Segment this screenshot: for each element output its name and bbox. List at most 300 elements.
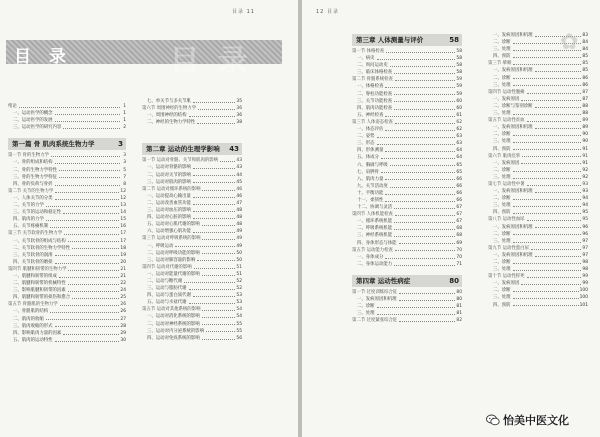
toc-page-number: 20	[120, 259, 126, 265]
toc-page-number: 97	[582, 252, 588, 258]
toc-section	[142, 157, 242, 164]
toc-item	[142, 299, 242, 306]
toc-page-number: 87	[582, 89, 588, 95]
toc-page-number: 30	[120, 337, 126, 343]
toc-page-number: 98	[582, 267, 588, 273]
toc-item	[352, 154, 462, 161]
toc-leader-dots	[399, 296, 456, 301]
toc-item	[488, 96, 588, 103]
toc-leader-dots	[202, 221, 236, 226]
toc-page-number: 99	[582, 281, 588, 287]
toc-page-number: 101	[579, 302, 588, 308]
toc-page-number: 50	[236, 257, 242, 263]
toc-page-number: 43	[229, 145, 239, 154]
toc-item	[8, 117, 126, 124]
toc-item	[8, 195, 126, 202]
toc-entry-title: 第四节 肌腱和韧带的生物力学	[8, 266, 67, 272]
left-toc-column-2	[142, 98, 242, 342]
toc-page-number: 58	[456, 49, 462, 54]
toc-item	[352, 105, 462, 112]
toc-page-number: 18	[120, 245, 126, 251]
toc-item	[352, 204, 462, 211]
toc-entry-title: 一、体态评估	[357, 127, 384, 133]
toc-item	[488, 138, 588, 145]
toc-item	[488, 287, 588, 294]
toc-entry-title: 三、形态	[357, 141, 375, 147]
toc-section	[488, 117, 588, 124]
toc-page-number: 97	[582, 245, 588, 251]
toc-page-number: 68	[456, 233, 462, 239]
toc-page-number: 66	[456, 197, 462, 203]
toc-entry-title: 第二节 过度紧张综合征	[352, 318, 398, 324]
toc-item	[142, 285, 242, 292]
toc-item	[488, 202, 588, 209]
toc-page-number: 64	[456, 155, 462, 161]
toc-entry-title: 第二节 骨骼系统检查	[352, 77, 393, 83]
toc-entry-title: 一、周围神经的结构	[147, 113, 187, 119]
toc-entry-title: 三、关节功能检查	[357, 98, 393, 104]
toc-leader-dots	[385, 112, 455, 117]
toc-page-number: 82	[456, 318, 462, 324]
toc-page-number: 54	[236, 307, 242, 313]
toc-page-number: 90	[582, 139, 588, 145]
toc-entry-title: 十一、柔韧性	[357, 197, 384, 203]
toc-entry-title: 一、骨的组成和结构	[13, 160, 53, 166]
toc-item	[142, 313, 242, 320]
toc-entry-title: 一、发病原因和机理	[493, 224, 533, 230]
toc-section	[142, 306, 242, 313]
toc-item	[488, 238, 588, 245]
toc-entry-title: 第五节 骨骼肌的生物力学	[8, 302, 58, 308]
toc-page-number: 19	[120, 252, 126, 258]
toc-leader-dots	[51, 152, 120, 157]
toc-leader-dots	[202, 271, 236, 276]
toc-page-number: 22	[120, 281, 126, 287]
toc-leader-dots	[377, 140, 456, 145]
toc-entry-title: 七、单关节与多关节肌	[147, 99, 191, 104]
toc-leader-dots	[46, 216, 120, 221]
toc-page-number: 92	[582, 167, 588, 173]
toc-page-number: 36	[236, 113, 242, 119]
toc-leader-dots	[19, 103, 120, 108]
toc-leader-dots	[197, 257, 235, 262]
toc-leader-dots	[197, 119, 235, 124]
toc-entry-title: 四、预防	[493, 146, 511, 152]
toc-page-number: 49	[236, 236, 242, 242]
toc-page-number: 43	[236, 165, 242, 171]
toc-item	[488, 302, 588, 309]
toc-leader-dots	[513, 82, 582, 87]
toc-item	[488, 75, 588, 82]
toc-page-number: 80	[456, 297, 462, 302]
toc-item	[352, 147, 462, 154]
toc-page-number: 53	[236, 293, 242, 299]
toc-leader-dots	[193, 172, 235, 177]
toc-page-number: 15	[120, 217, 126, 223]
toc-page-number: 58	[456, 70, 462, 76]
toc-page-number: 1	[123, 111, 126, 117]
toc-entry-title: 三、运动对血压的影响	[147, 208, 191, 214]
toc-section	[488, 89, 588, 96]
toc-entry-title: 九、关节活动度	[357, 183, 388, 189]
toc-item	[142, 214, 242, 221]
toc-page-number: 84	[582, 47, 588, 53]
toc-entry-title: 三、处理	[493, 295, 511, 301]
toc-entry-title: 一、发病原因和机理	[493, 252, 533, 258]
toc-entry-title: 三、处理	[493, 174, 511, 180]
toc-leader-dots	[55, 181, 120, 186]
toc-leader-dots	[222, 143, 228, 153]
toc-chapter-heading	[142, 143, 242, 155]
toc-spacer	[8, 131, 126, 136]
toc-leader-dots	[377, 133, 456, 138]
toc-page-number: 70	[456, 247, 462, 253]
toc-page-number: 16	[120, 224, 126, 230]
toc-page-number: 63	[456, 141, 462, 147]
toc-page-number: 17	[120, 238, 126, 244]
toc-page-number: 28	[120, 323, 126, 329]
toc-page-number: 56	[236, 335, 242, 341]
toc-page-number: 47	[236, 200, 242, 206]
toc-item	[352, 190, 462, 197]
toc-item	[352, 112, 462, 119]
toc-page-number: 60	[456, 98, 462, 104]
toc-entry-title: 三、关节软骨的润滑	[13, 252, 53, 258]
toc-page-number: 70	[456, 254, 462, 260]
toc-entry-title: 五、运动与水盐代谢	[147, 300, 187, 306]
toc-entry-title: 二、诊断	[493, 75, 511, 81]
toc-leader-dots	[72, 245, 119, 250]
toc-page-number: 83	[582, 33, 588, 38]
toc-page-number: 46	[236, 193, 242, 199]
toc-leader-dots	[527, 273, 582, 278]
toc-page-number: 36	[236, 106, 242, 112]
toc-section	[8, 230, 126, 237]
toc-item	[142, 335, 242, 342]
toc-leader-dots	[193, 214, 235, 219]
toc-item	[352, 183, 462, 190]
toc-item	[142, 207, 242, 214]
toc-leader-dots	[394, 98, 455, 103]
toc-leader-dots	[513, 202, 582, 207]
toc-entry-title: 第六节 肌肉痉挛	[488, 153, 521, 159]
toc-entry-title: 一、运动医学的概念	[13, 111, 53, 117]
toc-item	[352, 296, 462, 303]
toc-entry-title: 二、呼吸系统机能	[357, 226, 393, 232]
toc-entry-title: 三、影响肌腱和韧带的因素	[13, 288, 66, 294]
toc-page-number: 66	[456, 190, 462, 196]
toc-entry-title: 三、处理	[493, 139, 511, 145]
toc-section	[352, 119, 462, 126]
toc-entry-title: 三、运动对肌肉的影响	[147, 179, 191, 185]
toc-entry-title: 四、影响肌肉力量的因素	[13, 330, 62, 336]
toc-page-number: 84	[582, 40, 588, 46]
left-running-head: 目录 11	[232, 9, 255, 15]
toc-item	[8, 238, 126, 245]
toc-entry-title: 四、肌腱和韧带的损伤和愈合	[13, 295, 71, 301]
toc-item	[8, 259, 126, 266]
toc-page-number: 8	[123, 181, 126, 187]
toc-item	[8, 181, 126, 188]
toc-title: 目 录	[14, 47, 72, 67]
toc-leader-dots	[55, 159, 120, 164]
toc-leader-dots	[385, 147, 455, 152]
toc-item	[352, 240, 462, 247]
toc-entry-title: 第十节 运动性猝死	[488, 274, 525, 280]
toc-entry-title: 一、发病原因	[493, 160, 520, 166]
toc-page-number: 98	[582, 260, 588, 265]
toc-leader-dots	[527, 89, 582, 94]
toc-entry-title: 二、肌肉的收缩	[13, 316, 44, 322]
toc-item	[352, 162, 462, 169]
toc-item	[142, 250, 242, 257]
toc-entry-title: 第四节 人体机能检查	[352, 212, 393, 218]
toc-item	[8, 245, 126, 252]
toc-page-number: 1	[123, 104, 126, 109]
toc-page-number: 21	[120, 273, 126, 279]
toc-item	[352, 218, 462, 225]
toc-entry-title: 一、发病原因和机理	[493, 189, 533, 195]
toc-page-number: 64	[456, 148, 462, 154]
toc-leader-dots	[193, 164, 235, 169]
toc-page-number: 63	[456, 134, 462, 140]
toc-entry-title: 一、发病原因和机理	[493, 68, 533, 74]
toc-leader-dots	[55, 337, 120, 342]
toc-item	[488, 160, 588, 167]
toc-page-number: 80	[456, 289, 462, 295]
toc-item	[352, 69, 462, 76]
toc-entry-title: 二、运动与糖代谢	[147, 278, 183, 284]
toc-entry-title: 三、运动对内分泌系统的影响	[147, 328, 205, 334]
toc-entry-title: 一、身体成分	[357, 254, 384, 260]
toc-entry-title: 二、运动医学的发展	[13, 118, 53, 124]
toc-leader-dots	[55, 252, 120, 257]
toc-item	[142, 179, 242, 186]
toc-page-number: 53	[236, 300, 242, 306]
toc-item	[8, 202, 126, 209]
toc-page-number: 12	[120, 188, 126, 194]
toc-leader-dots	[394, 91, 455, 96]
toc-leader-dots	[513, 60, 581, 65]
toc-item	[488, 252, 588, 259]
toc-page-number: 67	[456, 205, 462, 211]
toc-leader-dots	[55, 259, 120, 264]
toc-leader-dots	[189, 112, 236, 117]
toc-item	[142, 200, 242, 207]
toc-leader-dots	[68, 287, 120, 292]
toc-entry-title: 五、关节疼痛机制	[13, 224, 49, 230]
toc-page-number: 85	[582, 54, 588, 60]
toc-item	[142, 221, 242, 228]
toc-entry-title: 绪论	[8, 104, 17, 109]
toc-item	[8, 330, 126, 337]
toc-leader-dots	[385, 126, 455, 131]
toc-entry-title: 二、诊断	[493, 132, 511, 138]
toc-entry-title: 六、运动增强心肌功能	[147, 229, 191, 235]
toc-page-number: 96	[582, 231, 588, 237]
toc-page-number: 25	[120, 295, 126, 301]
toc-page-number: 60	[456, 105, 462, 111]
toc-entry-title: 五、体成分	[357, 155, 379, 161]
toc-page-number: 62	[456, 119, 462, 125]
toc-page-number: 96	[582, 224, 588, 230]
toc-leader-dots	[193, 98, 235, 103]
toc-leader-dots	[535, 67, 582, 72]
toc-entry-title: 一、循环系统机能	[357, 219, 393, 225]
toc-section	[352, 289, 462, 296]
toc-page-number: 85	[582, 68, 588, 74]
toc-page-number: 51	[236, 271, 242, 277]
toc-entry-title: 一、呼吸运动	[147, 243, 174, 249]
toc-leader-dots	[381, 154, 455, 159]
toc-leader-dots	[193, 200, 235, 205]
toc-section	[142, 264, 242, 271]
toc-item	[488, 124, 588, 131]
toc-page-number: 26	[120, 309, 126, 315]
toc-entry-title: 一、体格检查	[357, 84, 384, 90]
toc-item	[8, 167, 126, 174]
toc-page-number: 69	[456, 240, 462, 246]
toc-page-number: 71	[456, 261, 462, 267]
toc-leader-dots	[522, 153, 581, 158]
toc-leader-dots	[513, 174, 582, 179]
toc-leader-dots	[385, 83, 455, 88]
toc-leader-dots	[394, 218, 455, 223]
toc-page-number: 85	[582, 61, 588, 67]
toc-page-number: 44	[236, 172, 242, 178]
toc-item	[142, 193, 242, 200]
toc-leader-dots	[55, 323, 120, 328]
toc-leader-dots	[390, 183, 456, 188]
toc-entry-title: 四、运动对心脏的影响	[147, 215, 191, 221]
toc-item	[8, 323, 126, 330]
toc-leader-dots	[377, 303, 456, 308]
toc-item	[142, 257, 242, 264]
toc-item	[142, 328, 242, 335]
toc-leader-dots	[175, 243, 235, 248]
toc-entry-title: 八、肌肉力量	[357, 176, 384, 182]
toc-section	[8, 301, 126, 308]
toc-page-number: 91	[582, 146, 588, 152]
toc-leader-dots	[395, 247, 455, 252]
toc-leader-dots	[59, 273, 119, 278]
wechat-icon	[486, 413, 500, 427]
toc-page-number: 88	[582, 103, 588, 109]
toc-page-number: 100	[579, 295, 588, 301]
toc-item	[352, 133, 462, 140]
toc-page-number: 80	[449, 276, 459, 285]
toc-entry-title: 二、运动对呼吸功能的影响	[147, 250, 200, 256]
toc-page-number: 21	[120, 266, 126, 272]
toc-entry-title: 第三节 人体姿态检查	[352, 119, 393, 125]
toc-leader-dots	[390, 62, 456, 67]
watermark	[486, 410, 594, 430]
toc-leader-dots	[50, 223, 119, 228]
toc-leader-dots	[60, 301, 120, 306]
toc-page-number: 99	[582, 274, 588, 280]
toc-entry-title: 四、运动与蛋白质代谢	[147, 293, 191, 299]
toc-leader-dots	[513, 75, 582, 80]
toc-section	[142, 186, 242, 193]
toc-spacer	[352, 268, 462, 273]
toc-section	[8, 266, 126, 273]
toc-entry-title: 四、预防	[493, 302, 511, 308]
toc-entry-title: 三、处理	[493, 203, 511, 209]
toc-entry-title: 二、诊断	[493, 167, 511, 173]
toc-leader-dots	[535, 252, 582, 257]
toc-section	[488, 245, 588, 252]
toc-page-number: 68	[456, 226, 462, 232]
toc-page-number: 52	[236, 286, 242, 292]
toc-entry-title: 二、骨的生物力学特性	[13, 167, 57, 173]
toc-leader-dots	[521, 280, 581, 285]
toc-item	[8, 209, 126, 216]
toc-entry-title: 二、运动对关节的影响	[147, 172, 191, 178]
toc-page-number: 90	[582, 132, 588, 138]
toc-section	[8, 152, 126, 159]
toc-page-number: 50	[236, 250, 242, 256]
toc-item	[352, 197, 462, 204]
toc-leader-dots	[68, 238, 120, 243]
toc-leader-dots	[202, 250, 236, 255]
toc-page-number: 49	[236, 243, 242, 249]
toc-leader-dots	[513, 302, 579, 307]
toc-item	[142, 112, 242, 119]
toc-item	[142, 243, 242, 250]
toc-item	[488, 266, 588, 273]
toc-entry-title: 第七节 运动性中暑	[488, 181, 525, 187]
toc-item	[8, 216, 126, 223]
toc-entry-title: 二、运动对神经系统的影响	[147, 321, 200, 327]
toc-leader-dots	[194, 264, 236, 269]
toc-page-number: 2	[123, 125, 126, 131]
toc-entry-title: 第四节 运动性腹痛	[488, 89, 525, 95]
toc-chapter-heading	[352, 275, 462, 287]
toc-page-number: 65	[456, 162, 462, 168]
toc-leader-dots	[513, 259, 582, 264]
toc-leader-dots	[531, 245, 581, 250]
toc-item	[488, 67, 588, 74]
toc-entry-title: 第五节 运动能力检查	[352, 247, 393, 253]
toc-page-number: 93	[582, 181, 588, 187]
toc-page-number: 55	[236, 328, 242, 334]
toc-chapter-heading	[8, 138, 126, 150]
toc-leader-dots	[513, 266, 582, 271]
toc-entry-title: 第三节 关节软骨的生物力学	[8, 231, 63, 237]
toc-entry-title: 一、骨骼肌的结构	[13, 309, 49, 315]
toc-item	[488, 82, 588, 89]
toc-entry-title: 二、运动改善血管功能	[147, 200, 191, 206]
toc-leader-dots	[394, 232, 455, 237]
toc-leader-dots	[513, 110, 582, 115]
toc-item	[352, 232, 462, 239]
toc-leader-dots	[381, 169, 455, 174]
toc-entry-title: 二、神经的生物力学特性	[147, 120, 196, 126]
toc-page-number: 38	[236, 120, 242, 126]
toc-entry-title: 第六节 周围神经的生物力学	[142, 106, 197, 112]
toc-page-number: 66	[456, 176, 462, 182]
toc-page-number: 81	[456, 304, 462, 310]
toc-page-number: 100	[579, 288, 588, 294]
toc-page-number: 35	[236, 99, 242, 104]
toc-entry-title: 一、人体关节的分类	[13, 195, 53, 201]
toc-item	[488, 231, 588, 238]
toc-page-number: 81	[456, 311, 462, 317]
toc-leader-dots	[527, 117, 582, 122]
left-toc-column-1	[8, 98, 126, 344]
toc-page-number: 3	[118, 140, 123, 149]
toc-leader-dots	[72, 294, 119, 299]
